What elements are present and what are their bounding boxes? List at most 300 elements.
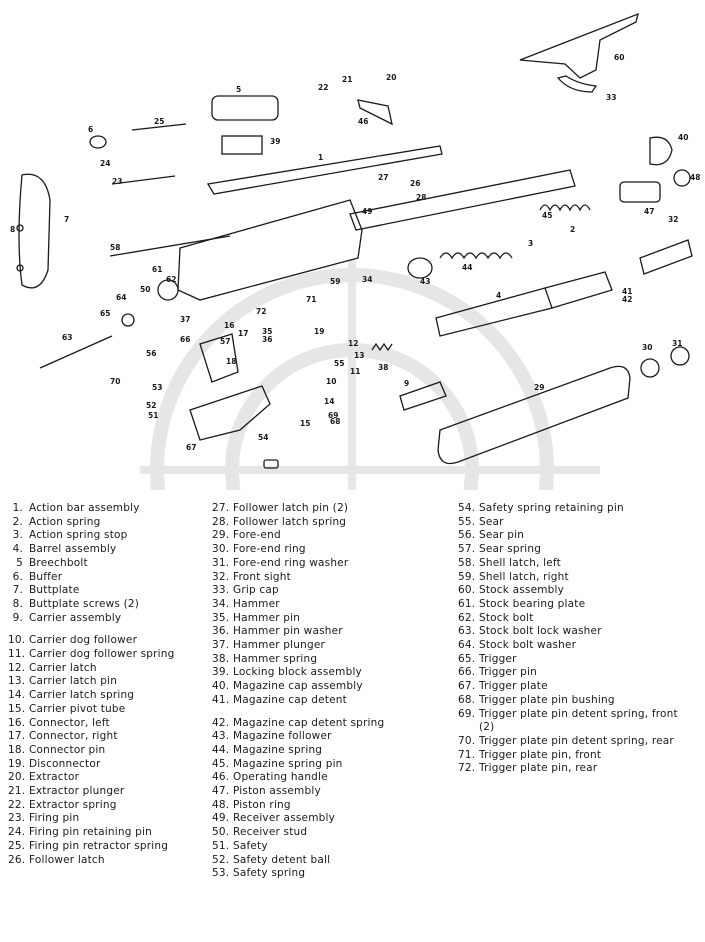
part-label: Shell latch, left [479, 556, 561, 569]
callout-37: 37 [180, 315, 191, 324]
parts-list-item [8, 598, 175, 612]
parts-list-item [458, 639, 678, 653]
parts-list-item [8, 799, 175, 813]
part-label: Trigger plate pin detent spring, rear [479, 734, 674, 747]
part-label: Trigger plate pin detent spring, front [479, 707, 678, 720]
callout-15: 15 [300, 419, 311, 428]
part-label: Stock bolt lock washer [479, 625, 602, 638]
callout-49: 49 [362, 207, 373, 216]
callout-68: 68 [330, 417, 341, 426]
part-label: Safety spring [233, 867, 306, 880]
parts-list-item [8, 854, 175, 868]
part-label: Shell latch, right [479, 570, 569, 583]
part-number: 14. [8, 689, 26, 702]
callout-72: 72 [256, 307, 267, 316]
callout-17: 17 [238, 329, 249, 338]
parts-list-column-1 [8, 502, 175, 867]
parts-list-item [458, 502, 678, 516]
magazine-tube-front [545, 272, 612, 308]
parts-list-item [8, 744, 175, 758]
callout-21: 21 [342, 75, 353, 84]
part-number: 35. [212, 611, 230, 624]
callout-70: 70 [110, 377, 121, 386]
callout-45: 45 [542, 211, 553, 220]
part-label: Sear spring [479, 543, 542, 556]
callout-39: 39 [270, 137, 281, 146]
part-number: 72. [458, 762, 476, 775]
part-number: 8. [12, 597, 23, 610]
part-number: 2. [12, 515, 23, 528]
parts-list-item [212, 543, 384, 557]
part-number: 63. [458, 625, 476, 638]
callout-54: 54 [258, 433, 269, 442]
parts-list-item [212, 529, 384, 543]
callout-29: 29 [534, 383, 545, 392]
parts-list-item [212, 826, 384, 840]
fore-end-ring-washer [671, 347, 689, 365]
part-number: 52. [212, 853, 230, 866]
parts-list-item [212, 812, 384, 826]
parts-list-item [212, 612, 384, 626]
part-label: Trigger plate [479, 680, 548, 693]
parts-list-item [212, 717, 384, 731]
parts-list-item [458, 735, 678, 749]
part-number: 30. [212, 543, 230, 556]
callout-56: 56 [146, 349, 157, 358]
part-label: Connector pin [29, 743, 106, 756]
parts-list-item [8, 826, 175, 840]
part-number: 71. [458, 748, 476, 761]
buffer [90, 136, 106, 148]
parts-list-item [212, 625, 384, 639]
part-label: Magazine spring pin [233, 757, 343, 770]
callout-69: 69 [328, 411, 339, 420]
part-number: 22. [8, 798, 26, 811]
part-label: Carrier assembly [29, 611, 122, 624]
parts-list-column-2 [212, 502, 384, 881]
part-label: Fore-end [233, 529, 281, 542]
part-number: 64. [458, 639, 476, 652]
callout-52: 52 [146, 401, 157, 410]
parts-list-item [8, 648, 175, 662]
parts-list-item [458, 653, 678, 667]
stock-bolt [40, 336, 112, 368]
part-label: Buttplate screws (2) [29, 597, 140, 610]
part-number: 41. [212, 693, 230, 706]
part-number: 10. [8, 634, 26, 647]
part-label: Sear [479, 515, 504, 528]
part-label: Magazine cap detent [233, 693, 347, 706]
parts-list-item [212, 680, 384, 694]
callout-18: 18 [226, 357, 237, 366]
parts-list-item [8, 703, 175, 717]
callout-65: 65 [100, 309, 111, 318]
grip-cap [558, 76, 596, 92]
parts-list-item [8, 689, 175, 703]
part-number: 4. [12, 543, 23, 556]
part-label: Firing pin retractor spring [29, 839, 169, 852]
part-label: Connector, right [29, 730, 118, 743]
parts-list-item [8, 717, 175, 731]
parts-list-item [8, 529, 175, 543]
parts-list-item [212, 694, 384, 708]
parts-list-item [458, 694, 678, 708]
part-number: 5 [16, 556, 23, 569]
callout-67: 67 [186, 443, 197, 452]
parts-list-item [212, 598, 384, 612]
part-number: 70. [458, 734, 476, 747]
part-number: 17. [8, 730, 26, 743]
part-number: 28. [212, 515, 230, 528]
part-label: Trigger plate pin, rear [479, 762, 598, 775]
part-label: Follower latch [29, 853, 105, 866]
part-label: Safety [233, 839, 268, 852]
part-number: 54. [458, 502, 476, 514]
callout-8: 8 [10, 225, 16, 234]
part-number: 56. [458, 529, 476, 542]
part-number: 31. [212, 556, 230, 569]
watermark-target [140, 260, 600, 490]
callout-4: 4 [496, 291, 502, 300]
part-number: 51. [212, 839, 230, 852]
part-number: 18. [8, 743, 26, 756]
callout-34: 34 [362, 275, 373, 284]
part-label: Safety spring retaining pin [479, 502, 624, 514]
callout-24: 24 [100, 159, 111, 168]
callout-10: 10 [326, 377, 337, 386]
part-label: Carrier pivot tube [29, 702, 126, 715]
part-number: 39. [212, 666, 230, 679]
part-number: 53. [212, 867, 230, 880]
parts-list-item [458, 516, 678, 530]
part-label: Receiver stud [233, 826, 308, 839]
callout-57: 57 [220, 337, 231, 346]
magazine-spring [440, 253, 512, 258]
callout-44: 44 [462, 263, 473, 272]
parts-list-item [458, 625, 678, 639]
parts-list-item [8, 758, 175, 772]
part-number: 7. [12, 584, 23, 597]
part-label: Carrier dog follower [29, 634, 138, 647]
parts-list-column-3 [458, 502, 678, 776]
callout-53: 53 [152, 383, 163, 392]
parts-list-item [8, 812, 175, 826]
parts-list-item [458, 762, 678, 776]
part-number: 67. [458, 680, 476, 693]
part-number: 16. [8, 716, 26, 729]
part-number: 59. [458, 570, 476, 583]
part-label: Fore-end ring [233, 543, 306, 556]
callout-27: 27 [378, 173, 389, 182]
part-number: 40. [212, 680, 230, 693]
callout-2: 2 [570, 225, 576, 234]
stock-bolt-washer [122, 314, 134, 326]
breechbolt [212, 96, 278, 120]
stock-assembly [520, 14, 638, 78]
parts-list-item [8, 675, 175, 689]
callout-59: 59 [330, 277, 341, 286]
callout-66: 66 [180, 335, 191, 344]
piston-ring [674, 170, 690, 186]
callout-47: 47 [644, 207, 655, 216]
parts-list-item [212, 758, 384, 772]
callout-71: 71 [306, 295, 317, 304]
callout-20: 20 [386, 73, 397, 82]
parts-list-item [458, 612, 678, 626]
parts-list-item [8, 516, 175, 530]
buttplate [19, 174, 50, 288]
part-number: 62. [458, 611, 476, 624]
action-spring [540, 205, 590, 210]
magazine-cap [650, 137, 672, 165]
parts-list-item [458, 680, 678, 694]
part-label: Firing pin retaining pin [29, 826, 152, 839]
part-number: 47. [212, 785, 230, 798]
parts-list-item [458, 543, 678, 557]
part-number: 20. [8, 771, 26, 784]
part-number: 57. [458, 543, 476, 556]
callout-12: 12 [348, 339, 359, 348]
callout-28: 28 [416, 193, 427, 202]
callout-43: 43 [420, 277, 431, 286]
part-number: 25. [8, 839, 26, 852]
callout-14: 14 [324, 397, 335, 406]
parts-list-item [212, 799, 384, 813]
fore-end-ring [641, 359, 659, 377]
buttplate-screw [17, 225, 23, 231]
part-number: 19. [8, 757, 26, 770]
part-label: Fore-end ring washer [233, 556, 349, 569]
part-number: 27. [212, 502, 230, 514]
piston-assembly [620, 182, 660, 202]
part-label: Disconnector [29, 757, 101, 770]
part-label: Hammer pin [233, 611, 301, 624]
parts-list-item [212, 557, 384, 571]
parts-list-item [8, 543, 175, 557]
parts-list-item [8, 557, 175, 571]
part-label: Trigger [479, 652, 517, 665]
parts-list-item [8, 612, 175, 626]
part-label: Magazine cap detent spring [233, 716, 385, 729]
callout-9: 9 [404, 379, 410, 388]
callout-25: 25 [154, 117, 165, 126]
callout-7: 7 [64, 215, 70, 224]
part-label: Stock bearing plate [479, 597, 586, 610]
part-label: Stock bolt washer [479, 639, 577, 652]
part-label: Stock bolt [479, 611, 534, 624]
locking-block [222, 136, 262, 154]
parts-list-item [8, 662, 175, 676]
part-number: 61. [458, 597, 476, 610]
part-number: 50. [212, 826, 230, 839]
part-label: Hammer [233, 597, 280, 610]
callout-35: 35 [262, 327, 273, 336]
part-number: 29. [212, 529, 230, 542]
callout-41: 41 [622, 287, 633, 296]
part-number: 49. [212, 812, 230, 825]
part-label: Action spring stop [29, 529, 128, 542]
part-label: Locking block assembly [233, 666, 362, 679]
parts-list-item [458, 666, 678, 680]
callout-62: 62 [166, 275, 177, 284]
part-number: 1. [12, 502, 23, 514]
part-number: 45. [212, 757, 230, 770]
part-number: 9. [12, 611, 23, 624]
callout-13: 13 [354, 351, 365, 360]
part-label: Action bar assembly [29, 502, 140, 514]
parts-list-item [8, 634, 175, 648]
part-number: 13. [8, 675, 26, 688]
magazine-follower [408, 258, 432, 278]
callout-26: 26 [410, 179, 421, 188]
callout-22: 22 [318, 83, 329, 92]
part-number: 23. [8, 812, 26, 825]
part-number: 44. [212, 743, 230, 756]
callout-51: 51 [148, 411, 159, 420]
part-label: Extractor plunger [29, 785, 125, 798]
part-label: Barrel assembly [29, 543, 117, 556]
callout-32: 32 [668, 215, 679, 224]
callout-1: 1 [318, 153, 324, 162]
part-label: Breechbolt [29, 556, 88, 569]
parts-list-item [212, 840, 384, 854]
callout-64: 64 [116, 293, 127, 302]
part-label: Carrier latch spring [29, 689, 135, 702]
part-label: Extractor spring [29, 798, 117, 811]
part-label: Extractor [29, 771, 80, 784]
part-label: Front sight [233, 570, 291, 583]
callout-42: 42 [622, 295, 633, 304]
callout-50: 50 [140, 285, 151, 294]
parts-list-item [458, 721, 678, 735]
parts-list-item [212, 502, 384, 516]
parts-list-item [8, 571, 175, 585]
parts-list-item [212, 653, 384, 667]
part-number: 11. [8, 648, 26, 661]
part-label: Magazine cap assembly [233, 680, 363, 693]
parts-list-item [212, 730, 384, 744]
parts-list-item [8, 840, 175, 854]
part-label: Magazine follower [233, 730, 332, 743]
part-number: 34. [212, 597, 230, 610]
callout-46: 46 [358, 117, 369, 126]
parts-list-item [458, 584, 678, 598]
part-label: Action spring [29, 515, 101, 528]
parts-list-item [212, 571, 384, 585]
parts-list-item [212, 785, 384, 799]
part-label: Carrier latch pin [29, 675, 118, 688]
part-number: 68. [458, 693, 476, 706]
parts-list-item [458, 529, 678, 543]
parts-list-item [212, 771, 384, 785]
callout-6: 6 [88, 125, 94, 134]
part-label: Buffer [29, 570, 63, 583]
part-label: Trigger pin [479, 666, 537, 679]
part-number: 48. [212, 798, 230, 811]
callout-38: 38 [378, 363, 389, 372]
parts-list-item [8, 785, 175, 799]
part-label: Grip cap [233, 584, 279, 597]
parts-list-item [8, 771, 175, 785]
part-number: 36. [212, 625, 230, 638]
parts-list-item [212, 584, 384, 598]
action-bar-assembly [208, 146, 442, 194]
part-label: Carrier latch [29, 661, 97, 674]
part-number: 66. [458, 666, 476, 679]
part-number: 21. [8, 785, 26, 798]
parts-list-item [8, 730, 175, 744]
parts-list-item [458, 571, 678, 585]
part-number: 69. [458, 707, 476, 720]
callout-30: 30 [642, 343, 653, 352]
part-label: Sear pin [479, 529, 525, 542]
callout-33: 33 [606, 93, 617, 102]
part-label: Piston ring [233, 798, 291, 811]
callout-61: 61 [152, 265, 163, 274]
part-number: 38. [212, 652, 230, 665]
callout-63: 63 [62, 333, 73, 342]
parts-list-item [212, 854, 384, 868]
part-number: 33. [212, 584, 230, 597]
part-number: 46. [212, 771, 230, 784]
parts-list-item [8, 502, 175, 516]
parts-list-item [8, 584, 175, 598]
callout-55: 55 [334, 359, 345, 368]
part-label: Hammer spring [233, 652, 318, 665]
part-label: Follower latch spring [233, 515, 347, 528]
part-number: 24. [8, 826, 26, 839]
callout-36: 36 [262, 335, 273, 344]
parts-list-item [212, 666, 384, 680]
callout-19: 19 [314, 327, 325, 336]
part-label: Firing pin [29, 812, 80, 825]
part-number: 32. [212, 570, 230, 583]
callout-58: 58 [110, 243, 121, 252]
part-number: 58. [458, 556, 476, 569]
part-number: 37. [212, 639, 230, 652]
callout-48: 48 [690, 173, 701, 182]
part-number: 60. [458, 584, 476, 597]
part-label: (2) [479, 721, 495, 734]
part-number: 6. [12, 570, 23, 583]
part-label: Hammer pin washer [233, 625, 343, 638]
callout-5: 5 [236, 85, 242, 94]
part-number: 43. [212, 730, 230, 743]
part-label: Trigger plate pin bushing [479, 693, 615, 706]
part-label: Connector, left [29, 716, 110, 729]
callout-16: 16 [224, 321, 235, 330]
part-label: Trigger plate pin, front [479, 748, 602, 761]
part-label: Follower latch pin (2) [233, 502, 349, 514]
callout-40: 40 [678, 133, 689, 142]
callout-31: 31 [672, 339, 683, 348]
callout-3: 3 [528, 239, 534, 248]
parts-list-item [212, 744, 384, 758]
part-label: Magazine spring [233, 743, 323, 756]
stock-bolt-guide [110, 236, 230, 256]
parts-list-item [458, 708, 678, 722]
part-label: Operating handle [233, 771, 328, 784]
parts-list-item [212, 867, 384, 881]
part-number: 42. [212, 716, 230, 729]
part-number: 65. [458, 652, 476, 665]
part-label: Hammer plunger [233, 639, 326, 652]
parts-list-item [212, 639, 384, 653]
part-label: Receiver assembly [233, 812, 336, 825]
part-number: 26. [8, 853, 26, 866]
parts-list-item [458, 749, 678, 763]
part-label: Buttplate [29, 584, 80, 597]
